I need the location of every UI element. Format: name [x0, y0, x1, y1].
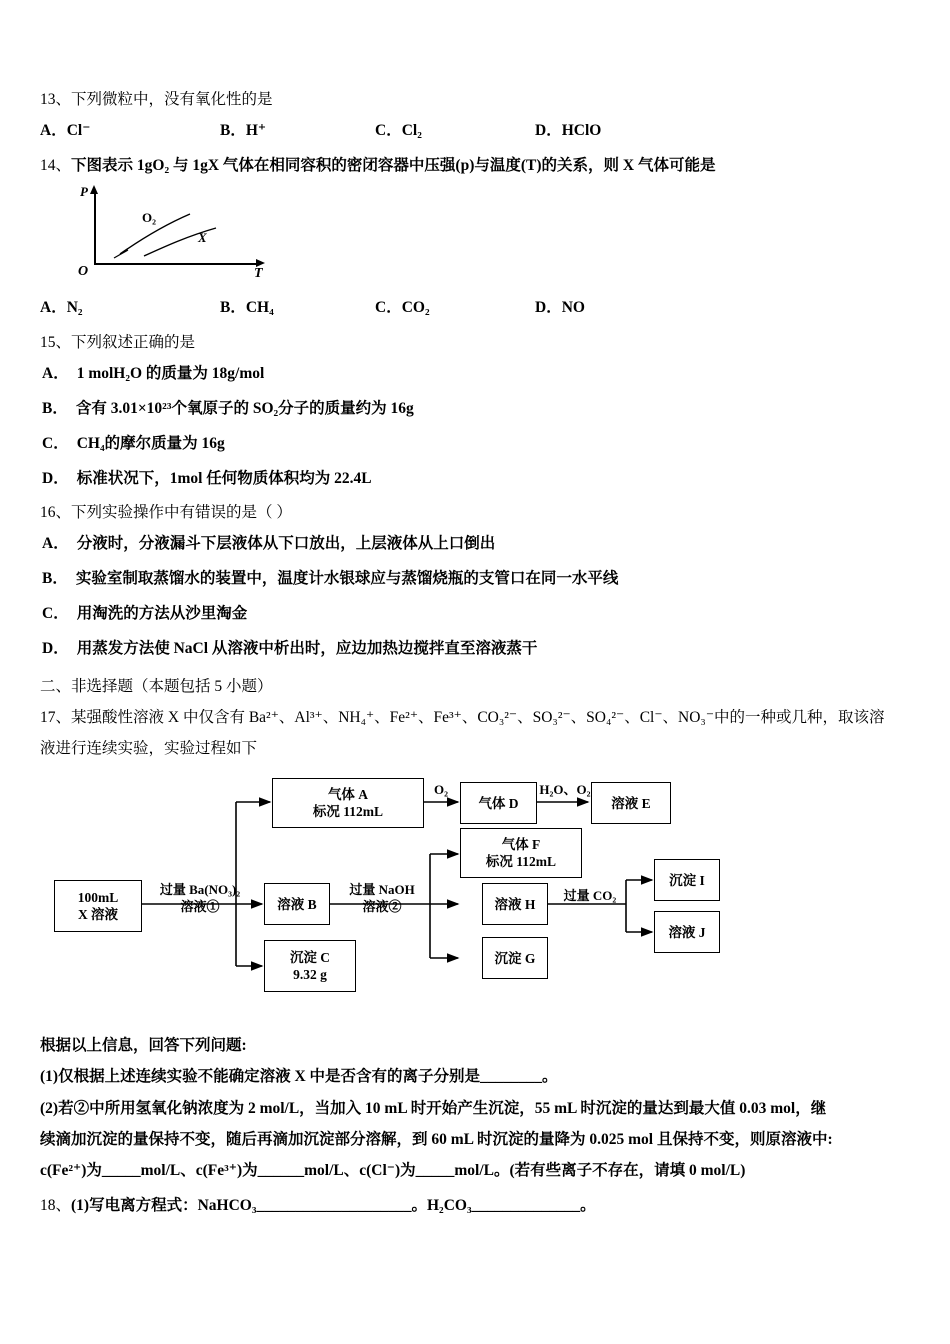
- box-x-solution: 100mL X 溶液: [54, 880, 142, 932]
- option-a[interactable]: A．N₂: [40, 299, 83, 317]
- option-b[interactable]: B．H⁺: [220, 122, 267, 140]
- pressure-temperature-graph: [58, 184, 318, 283]
- box-solution-h: 溶液 H: [482, 883, 548, 925]
- question-16-text: 下列实验操作中有错误的是（ ）: [71, 504, 292, 522]
- edge-label-o2: O₂: [433, 782, 448, 798]
- statement-a[interactable]: A． 1 molH₂O 的质量为 18g/mol: [42, 365, 265, 383]
- edge-label-h2o-o2: H₂O、O₂: [539, 782, 591, 798]
- edge-label-co2: 过量 CO₂: [563, 888, 617, 904]
- question-17-stem-line1: 17、某强酸性溶液 X 中仅含有 Ba²⁺、Al³⁺、NH₄⁺、Fe²⁺、Fe³⁺、CO₃²⁻、SO₃²⁻、SO₄²⁻、Cl⁻、NO₃⁻中的一种或几种，取该溶: [40, 709, 885, 727]
- question-17-sub2-line1: (2)若②中所用氢氧化钠浓度为 2 mol/L，当加入 10 mL 时开始产生沉淀，55 mL 时沉淀的量达到最大值 0.03 mol，继: [40, 1099, 827, 1117]
- box-precipitate-g: 沉淀 G: [482, 937, 548, 979]
- question-17-stem-line2: 液进行连续实验，实验过程如下: [40, 740, 258, 758]
- page-content: [40, 88, 915, 1223]
- box-gas-d: 气体 D: [460, 782, 537, 824]
- box-precipitate-c: 沉淀 C 9.32 g: [264, 940, 356, 992]
- question-13-stem: [40, 88, 915, 112]
- statement-b[interactable]: B． 含有 3.01×10²³个氧原子的 SO₂分子的质量约为 16g: [42, 400, 414, 418]
- option-c[interactable]: C．CO₂: [375, 299, 430, 317]
- graph-x-axis-label: T: [254, 266, 263, 282]
- question-17-sub2-line2: 续滴加沉淀的量保持不变，随后再滴加沉淀部分溶解，到 60 mL 时沉淀的量降为 0.025 mol 且保持不变，则原溶液中:: [40, 1130, 833, 1148]
- graph-curves: [58, 188, 318, 283]
- question-14-text: 下图表示 1gO₂ 与 1gX 气体在相同容积的密闭容器中压强(p)与温度(T)的关系，则 X 气体可能是: [71, 157, 716, 175]
- graph-y-axis-label: P: [80, 184, 88, 200]
- question-18: [40, 1192, 915, 1219]
- box-gas-a: 气体 A 标况 112mL: [272, 778, 424, 828]
- graph-curve-label-x: X: [198, 230, 207, 246]
- option-d[interactable]: D．HClO: [535, 122, 602, 140]
- section-2-heading: 二、非选择题（本题包括 5 小题）: [40, 678, 273, 696]
- box-precipitate-i: 沉淀 I: [654, 859, 720, 901]
- box-solution-e: 溶液 E: [591, 782, 671, 824]
- question-18-text: (1)写电离方程式：NaHCO₃____________________。H₂CO₃______________。: [71, 1196, 596, 1214]
- edge-label-ba-no3: 过量 Ba(NO₃)₂ 溶液①: [159, 882, 241, 914]
- question-15-stem: [40, 331, 915, 355]
- statement-b[interactable]: B． 实验室制取蒸馏水的装置中，温度计水银球应与蒸馏烧瓶的支管口在同一水平线: [42, 570, 619, 588]
- option-d[interactable]: D．NO: [535, 299, 585, 317]
- question-16-stem: [40, 501, 915, 525]
- graph-origin-label: O: [78, 264, 89, 280]
- statement-c[interactable]: C． 用淘洗的方法从沙里淘金: [42, 605, 248, 623]
- question-14-stem: [40, 154, 915, 178]
- question-16-number: 16、: [40, 504, 72, 522]
- statement-d[interactable]: D． 标准状况下，1mol 任何物质体积均为 22.4L: [42, 470, 372, 488]
- edge-label-naoh: 过量 NaOH 溶液②: [349, 882, 415, 914]
- question-17-number: 17、: [40, 709, 72, 727]
- question-13-text: 下列微粒中，没有氧化性的是: [71, 91, 273, 108]
- question-15-text: 下列叙述正确的是: [71, 334, 196, 352]
- graph-curve-label-o2: O₂: [142, 210, 157, 226]
- question-17-sub2-line3: c(Fe²⁺)为_____mol/L、c(Fe³⁺)为______mol/L、c(Cl⁻)为_____mol/L。(若有些离子不存在，请填 0 mol/L): [40, 1161, 746, 1179]
- question-18-number: 18、: [40, 1196, 72, 1214]
- option-b[interactable]: B．CH₄: [220, 299, 274, 317]
- statement-d[interactable]: D． 用蒸发方法使 NaCl 从溶液中析出时，应边加热边搅拌直至溶液蒸干: [42, 640, 538, 658]
- question-17-sub1: (1)仅根据上述连续实验不能确定溶液 X 中是否含有的离子分别是________。: [40, 1068, 558, 1086]
- question-17-prompt: 根据以上信息，回答下列问题:: [40, 1037, 247, 1055]
- statement-a[interactable]: A． 分液时，分液漏斗下层液体从下口放出，上层液体从上口倒出: [42, 535, 496, 553]
- experiment-flow-diagram: [40, 776, 915, 1016]
- question-14-options: [40, 295, 915, 317]
- option-c[interactable]: C．Cl₂: [375, 122, 422, 140]
- box-gas-f: 气体 F 标况 112mL: [460, 828, 582, 878]
- box-solution-j: 溶液 J: [654, 911, 720, 953]
- option-a[interactable]: A．Cl⁻: [40, 122, 91, 140]
- statement-c[interactable]: C． CH₄的摩尔质量为 16g: [42, 435, 225, 453]
- question-15-number: 15、: [40, 334, 72, 352]
- box-solution-b: 溶液 B: [264, 883, 330, 925]
- question-14-number: 14、: [40, 157, 72, 175]
- question-13-number: 13、: [40, 91, 72, 108]
- question-13-options: [40, 118, 915, 140]
